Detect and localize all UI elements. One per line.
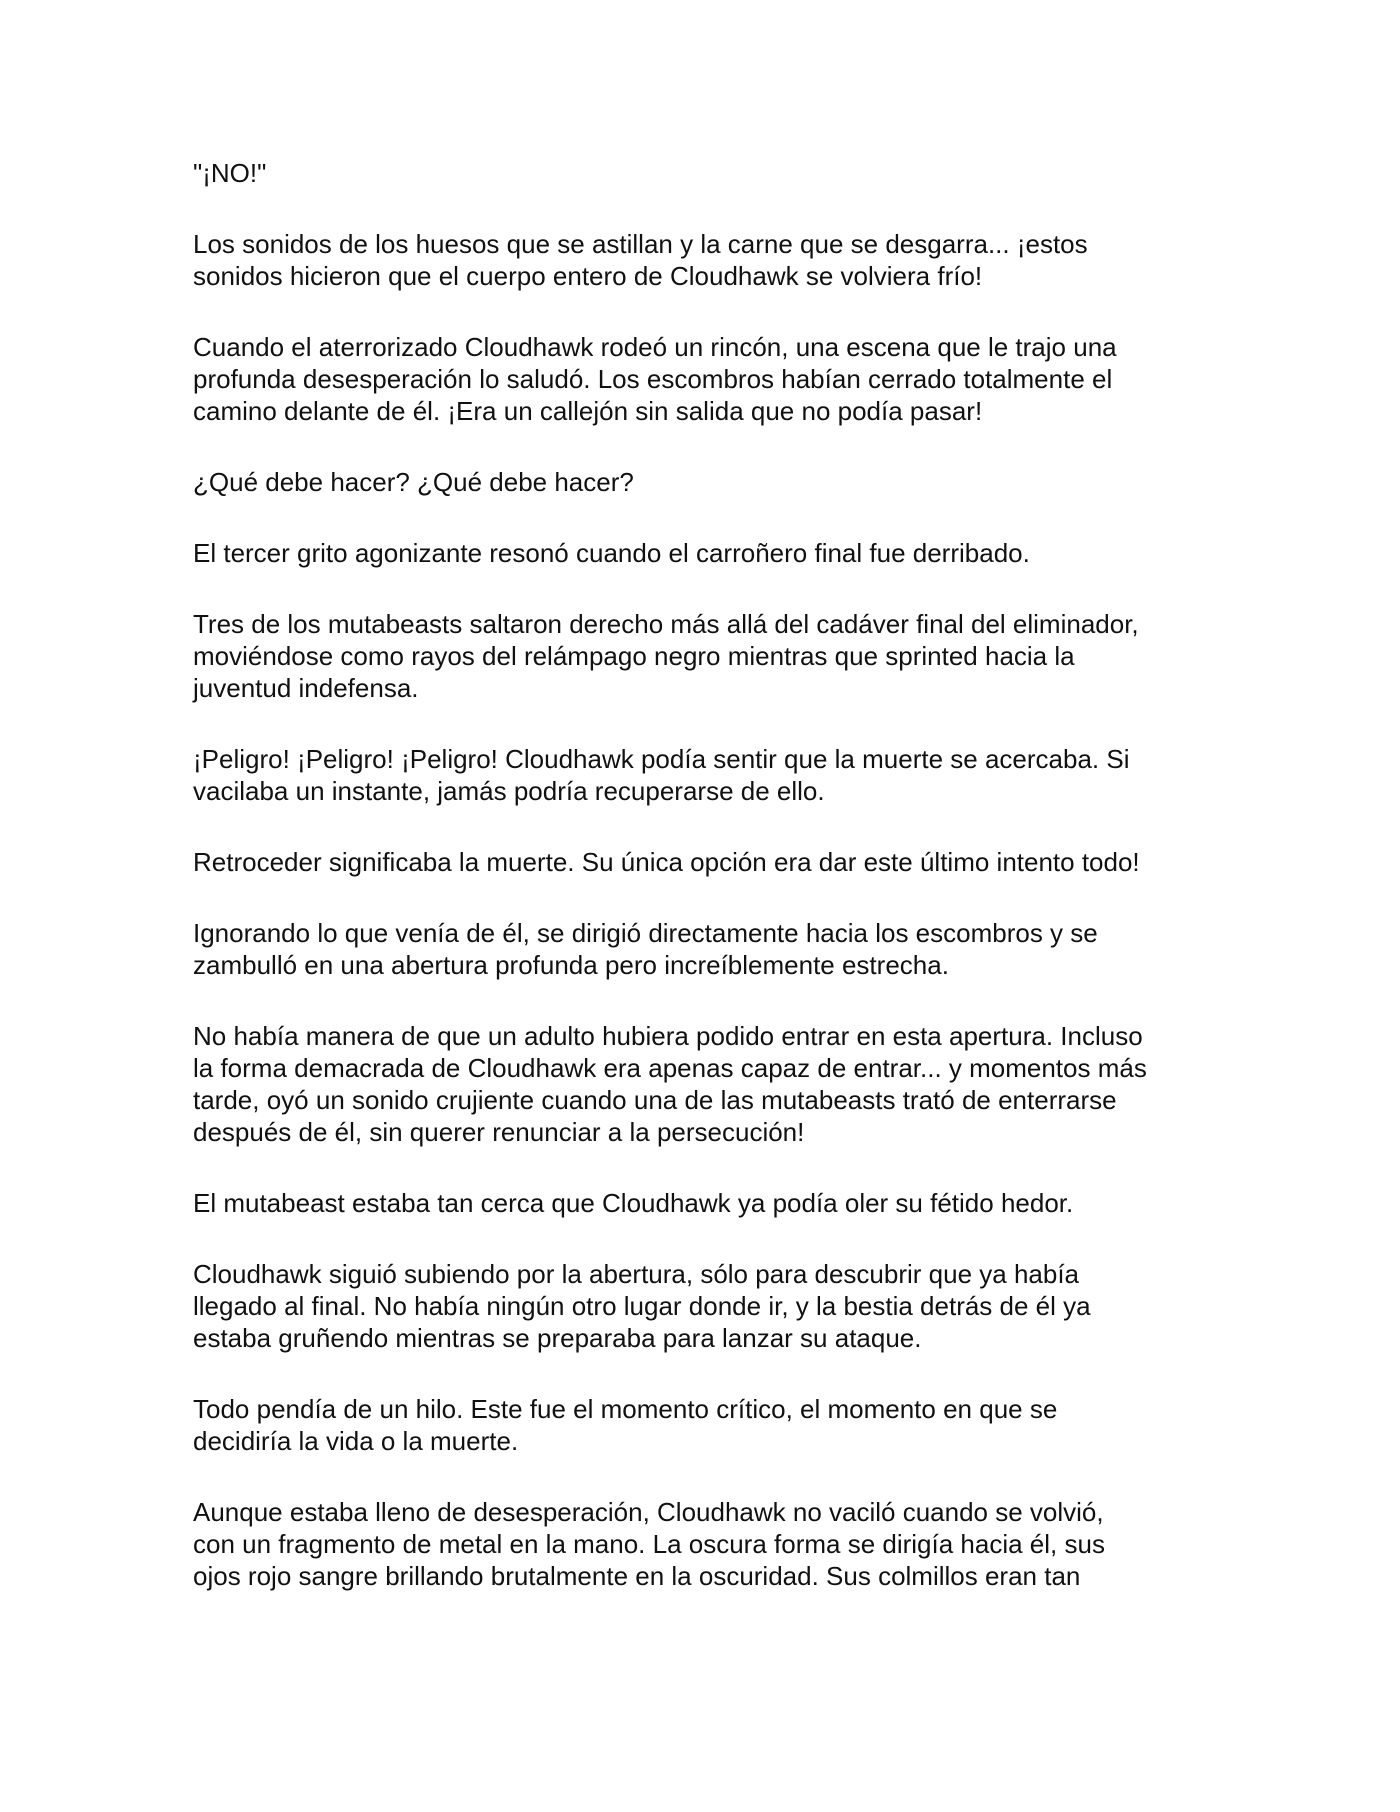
text-line: juventud indefensa. (193, 673, 419, 703)
document-body (193, 157, 1223, 1631)
text-line: "¡NO!" (193, 158, 267, 188)
text-line: moviéndose como rayos del relámpago negro mientras que sprinted hacia la (193, 641, 1075, 671)
paragraph (193, 331, 1223, 427)
text-line: camino delante de él. ¡Era un callejón sin salida que no podía pasar! (193, 396, 983, 426)
paragraph (193, 157, 1223, 189)
text-line: decidiría la vida o la muerte. (193, 1426, 519, 1456)
text-line: Los sonidos de los huesos que se astillan y la carne que se desgarra... ¡estos (193, 229, 1088, 259)
text-line: ¿Qué debe hacer? ¿Qué debe hacer? (193, 467, 634, 497)
text-line: tarde, oyó un sonido crujiente cuando una de las mutabeasts trató de enterrarse (193, 1085, 1117, 1115)
text-line: zambulló en una abertura profunda pero increíblemente estrecha. (193, 950, 949, 980)
paragraph (193, 846, 1223, 878)
text-line: vacilaba un instante, jamás podría recuperarse de ello. (193, 776, 825, 806)
text-line: El mutabeast estaba tan cerca que Cloudhawk ya podía oler su fétido hedor. (193, 1188, 1074, 1218)
paragraph (193, 917, 1223, 981)
text-line: la forma demacrada de Cloudhawk era apenas capaz de entrar... y momentos más (193, 1053, 1147, 1083)
text-line: llegado al final. No había ningún otro lugar donde ir, y la bestia detrás de él ya (193, 1291, 1091, 1321)
text-line: después de él, sin querer renunciar a la persecución! (193, 1117, 805, 1147)
paragraph (193, 743, 1223, 807)
paragraph (193, 466, 1223, 498)
paragraph (193, 1187, 1223, 1219)
paragraph (193, 1496, 1223, 1592)
text-line: Tres de los mutabeasts saltaron derecho más allá del cadáver final del eliminador, (193, 609, 1139, 639)
text-line: ¡Peligro! ¡Peligro! ¡Peligro! Cloudhawk podía sentir que la muerte se acercaba. Si (193, 744, 1130, 774)
paragraph (193, 537, 1223, 569)
text-line: profunda desesperación lo saludó. Los escombros habían cerrado totalmente el (193, 364, 1113, 394)
text-line: estaba gruñendo mientras se preparaba para lanzar su ataque. (193, 1323, 922, 1353)
text-line: Cuando el aterrorizado Cloudhawk rodeó un rincón, una escena que le trajo una (193, 332, 1117, 362)
text-line: No había manera de que un adulto hubiera podido entrar en esta apertura. Incluso (193, 1021, 1143, 1051)
text-line: El tercer grito agonizante resonó cuando el carroñero final fue derribado. (193, 538, 1030, 568)
paragraph (193, 228, 1223, 292)
paragraph (193, 608, 1223, 704)
text-line: Todo pendía de un hilo. Este fue el momento crítico, el momento en que se (193, 1394, 1058, 1424)
text-line: Retroceder significaba la muerte. Su única opción era dar este último intento todo! (193, 847, 1140, 877)
paragraph (193, 1258, 1223, 1354)
paragraph (193, 1393, 1223, 1457)
text-line: con un fragmento de metal en la mano. La oscura forma se dirigía hacia él, sus (193, 1529, 1105, 1559)
paragraph (193, 1020, 1223, 1148)
text-line: Cloudhawk siguió subiendo por la abertura, sólo para descubrir que ya había (193, 1259, 1080, 1289)
text-line: Aunque estaba lleno de desesperación, Cloudhawk no vaciló cuando se volvió, (193, 1497, 1104, 1527)
text-line: Ignorando lo que venía de él, se dirigió directamente hacia los escombros y se (193, 918, 1098, 948)
text-line: sonidos hicieron que el cuerpo entero de Cloudhawk se volviera frío! (193, 261, 983, 291)
text-line: ojos rojo sangre brillando brutalmente en la oscuridad. Sus colmillos eran tan (193, 1561, 1081, 1591)
